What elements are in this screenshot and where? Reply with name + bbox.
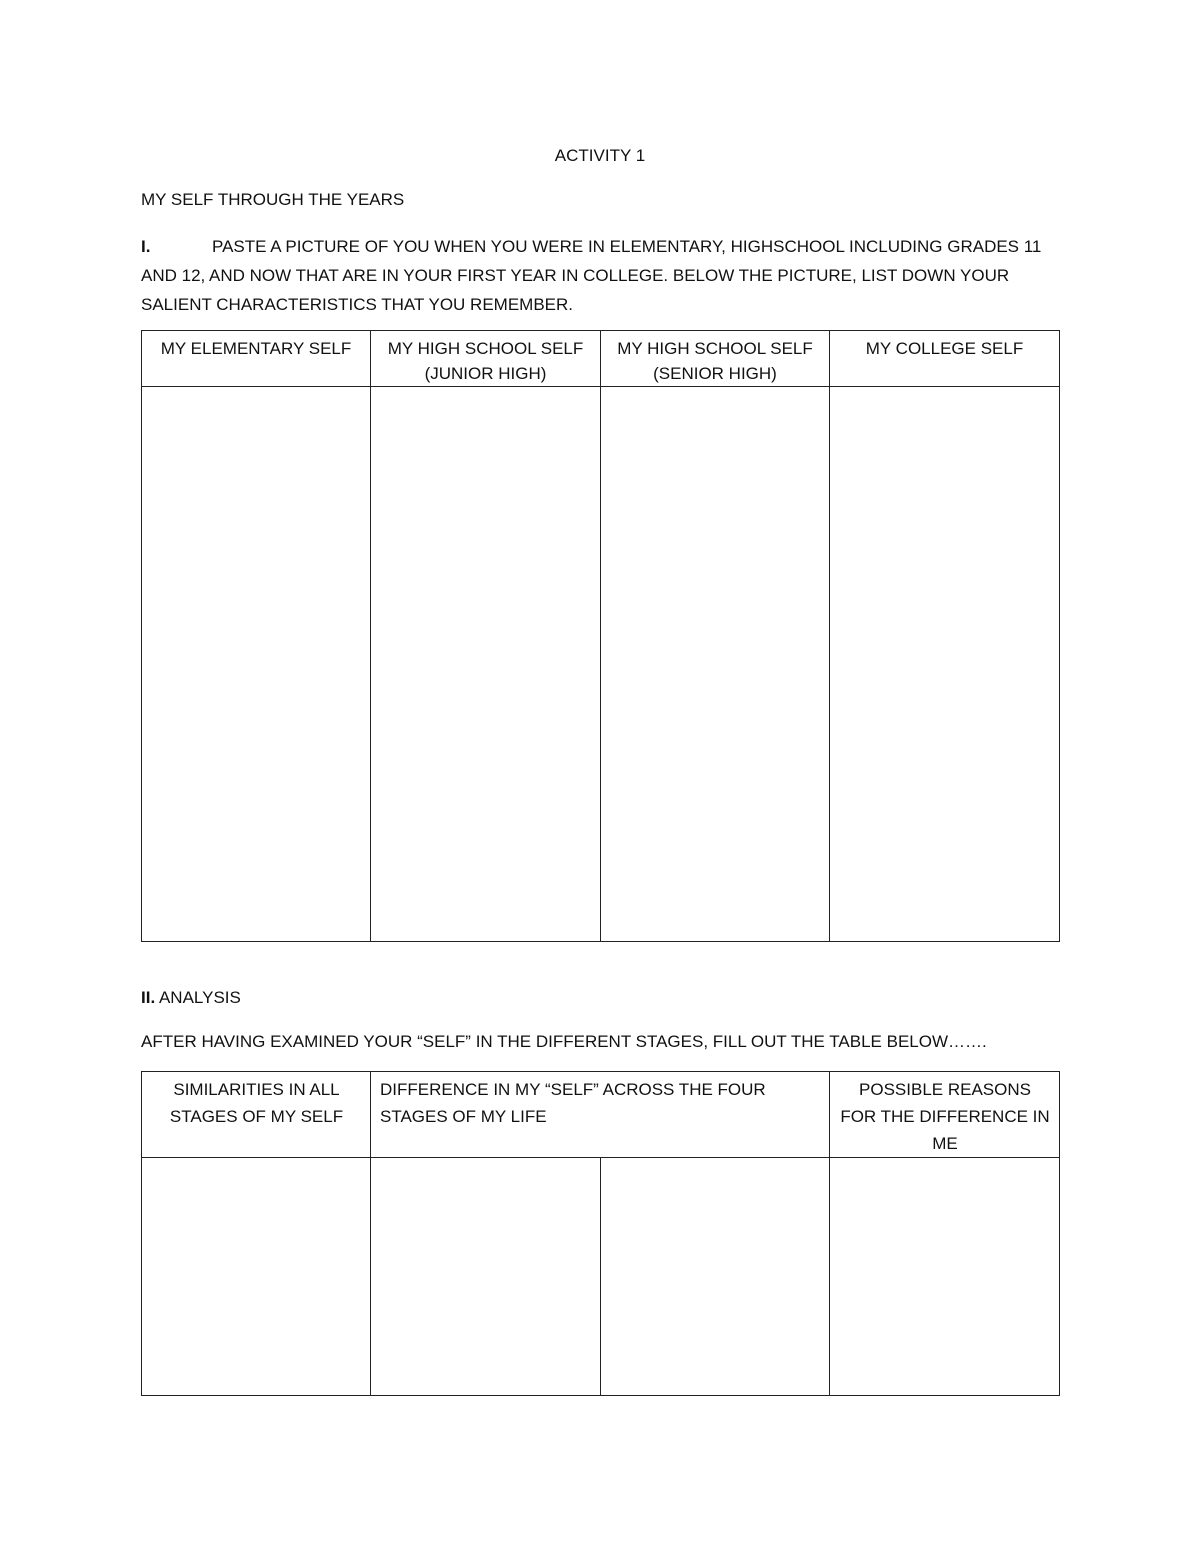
header-cell-elementary — [142, 331, 371, 387]
header-cell-college — [830, 331, 1060, 387]
header-college-self: MY COLLEGE SELF — [865, 339, 1024, 358]
header-junior-high-self: MY HIGH SCHOOL SELF (JUNIOR HIGH) — [387, 339, 584, 383]
college-picture-cell[interactable] — [830, 387, 1060, 942]
differences-cell-1[interactable] — [371, 1158, 601, 1396]
header-cell-differences — [371, 1072, 830, 1158]
differences-cell-2[interactable] — [601, 1158, 830, 1396]
header-similarities: SIMILARITIES IN ALL STAGES OF MY SELF — [169, 1080, 344, 1126]
header-cell-senior-high — [601, 331, 830, 387]
analysis-table — [141, 1071, 1060, 1396]
reasons-cell[interactable] — [830, 1158, 1060, 1396]
self-through-years-table — [141, 330, 1060, 942]
senior-high-picture-cell[interactable] — [601, 387, 830, 942]
section-1-number: I. — [141, 237, 151, 256]
similarities-cell[interactable] — [142, 1158, 371, 1396]
section-2-instruction: AFTER HAVING EXAMINED YOUR “SELF” IN THE DIFFERENT STAGES, FILL OUT THE TABLE BELOW……. — [141, 1032, 987, 1051]
elementary-picture-cell[interactable] — [142, 387, 371, 942]
page-subtitle: MY SELF THROUGH THE YEARS — [141, 190, 405, 209]
page-title: ACTIVITY 1 — [554, 146, 646, 165]
section-1-text: PASTE A PICTURE OF YOU WHEN YOU WERE IN ELEMENTARY, HIGHSCHOOL INCLUDING GRADES 11 AND 12, AND NOW THAT ARE IN YOUR FIRST YEAR IN COLLEGE. BELOW THE PICTURE, LIST DOWN YOUR SALIENT CHARACTERISTICS THAT YOU REMEMBER. — [141, 237, 1042, 314]
section-2-number: II. — [141, 988, 156, 1007]
header-cell-similarities — [142, 1072, 371, 1158]
junior-high-picture-cell[interactable] — [371, 387, 601, 942]
header-cell-junior-high — [371, 331, 601, 387]
section-1-instruction — [141, 232, 1061, 319]
header-differences: DIFFERENCE IN MY “SELF” ACROSS THE FOUR STAGES OF MY LIFE — [380, 1080, 766, 1126]
header-reasons: POSSIBLE REASONS FOR THE DIFFERENCE IN ME — [840, 1080, 1050, 1153]
section-2-title: ANALYSIS — [158, 988, 241, 1007]
section-2-heading — [141, 988, 241, 1008]
header-elementary-self: MY ELEMENTARY SELF — [160, 339, 352, 358]
header-senior-high-self: MY HIGH SCHOOL SELF (SENIOR HIGH) — [617, 339, 813, 383]
header-cell-reasons — [830, 1072, 1060, 1158]
